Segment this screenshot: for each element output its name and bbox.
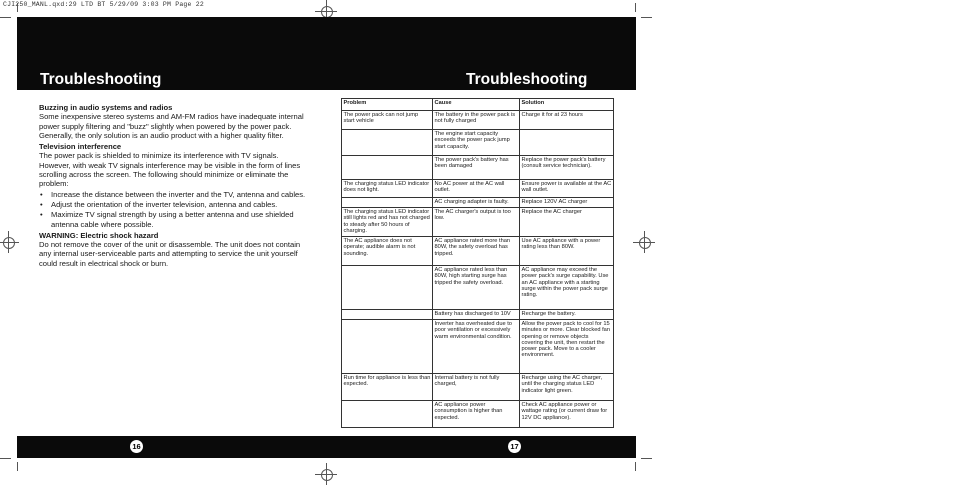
table-row <box>342 111 614 130</box>
problem-cell: The power pack can not jump start vehicle <box>342 111 433 130</box>
tv-interference-paragraph: The power pack is shielded to minimize its interference with TV signals. However, with weak TV signals interference may be visible in the form of lines scrolling across the screen. The following should minimize or eliminate the problem: <box>39 151 301 189</box>
page-title-left: Troubleshooting <box>40 71 162 88</box>
problem-cell <box>342 198 433 208</box>
table-row <box>342 374 614 401</box>
crop-mark <box>641 17 652 18</box>
cause-cell: No AC power at the AC wall outlet. <box>433 180 520 198</box>
solution-cell: Use AC appliance with a power rating less than 80W. <box>520 237 614 266</box>
header-solution: Solution <box>520 99 614 111</box>
solution-cell: Replace 120V AC charger <box>520 198 614 208</box>
solution-cell: Allow the power pack to cool for 15 minutes or more. Clear blocked fan opening or remove objects covering the unit, then restart the power pack. Move to a cooler environment. <box>520 320 614 374</box>
tv-interference-heading: Television interference <box>39 142 122 152</box>
table-row <box>342 237 614 266</box>
header-cause: Cause <box>433 99 520 111</box>
problem-cell: Run time for appliance is less than expected. <box>342 374 433 401</box>
solution-cell: Replace the power pack's battery (consult service technician). <box>520 156 614 180</box>
table-row <box>342 310 614 320</box>
table-row <box>342 401 614 428</box>
problem-cell <box>342 156 433 180</box>
cause-cell: Inverter has overheated due to poor ventilation or excessively warm environmental condition. <box>433 320 520 374</box>
footer-band <box>17 436 636 458</box>
troubleshooting-table <box>341 98 614 428</box>
cause-cell: AC appliance power consumption is higher than expected. <box>433 401 520 428</box>
table-header-row <box>342 99 614 111</box>
cause-cell: Internal battery is not fully charged, <box>433 374 520 401</box>
problem-cell <box>342 401 433 428</box>
cause-cell: AC appliance rated less than 80W, high starting surge has tripped the safety overload. <box>433 266 520 310</box>
table-row <box>342 130 614 156</box>
cause-cell: The AC charger's output is too low. <box>433 208 520 237</box>
table-row <box>342 156 614 180</box>
list-item: • Adjust the orientation of the inverter television, antenna and cables. <box>39 200 309 209</box>
problem-cell <box>342 320 433 374</box>
crop-mark <box>0 17 11 18</box>
crop-mark <box>635 462 636 471</box>
page-number-left: 16 <box>130 440 143 453</box>
problem-cell: The charging status LED indicator still lights red and has not charged to steady after 50 hours of charging. <box>342 208 433 237</box>
cause-cell: Battery has discharged to 10V <box>433 310 520 320</box>
cause-cell: The battery in the power pack is not fully charged <box>433 111 520 130</box>
left-page-body <box>39 101 309 269</box>
cause-cell: The power pack's battery has been damaged <box>433 156 520 180</box>
page-title-right: Troubleshooting <box>466 71 588 88</box>
table-row <box>342 266 614 310</box>
tv-tips-list <box>39 190 309 229</box>
crop-mark <box>641 458 652 459</box>
header-problem: Problem <box>342 99 433 111</box>
problem-cell <box>342 310 433 320</box>
page-number-right: 17 <box>508 440 521 453</box>
solution-cell: Replace the AC charger <box>520 208 614 237</box>
solution-cell: Charge it for at 23 hours <box>520 111 614 130</box>
crop-mark <box>635 3 636 12</box>
cause-cell: AC appliance rated more than 80W, the safety overload has tripped. <box>433 237 520 266</box>
solution-cell: Recharge using the AC charger, until the charging status LED indicator light green. <box>520 374 614 401</box>
buzzing-heading: Buzzing in audio systems and radios <box>39 103 173 112</box>
table-row <box>342 198 614 208</box>
solution-cell: AC appliance may exceed the power pack's surge capability. Use an AC appliance with a starting surge within the power pack surge rating. <box>520 266 614 310</box>
cause-cell: The engine start capacity exceeds the power pack jump start capacity. <box>433 130 520 156</box>
buzzing-paragraph: Some inexpensive stereo systems and AM-FM radios have inadequate internal power supply filtering and "buzz" slightly when powered by the power pack. Generally, the only solution is an audio product with a higher quality filter. <box>39 112 304 140</box>
table-row <box>342 180 614 198</box>
cause-cell: AC charging adapter is faulty. <box>433 198 520 208</box>
list-item: • Increase the distance between the inverter and the TV, antenna and cables. <box>39 190 309 199</box>
solution-cell: Recharge the battery. <box>520 310 614 320</box>
solution-cell <box>520 130 614 156</box>
problem-cell: The charging status LED indicator does not light. <box>342 180 433 198</box>
crop-mark <box>17 462 18 471</box>
problem-cell <box>342 130 433 156</box>
print-slug: CJI250_MANL.qxd:29 LTD BT 5/29/09 3:03 PM Page 22 <box>3 1 204 8</box>
problem-cell: The AC appliance does not operate; audible alarm is not sounding. <box>342 237 433 266</box>
warning-heading: WARNING: Electric shock hazard <box>39 230 159 240</box>
table-row <box>342 320 614 374</box>
table-row <box>342 208 614 237</box>
solution-cell: Check AC appliance power or wattage rating (or current draw for 12V DC appliance). <box>520 401 614 428</box>
problem-cell <box>342 266 433 310</box>
crop-mark <box>0 458 11 459</box>
solution-cell: Ensure power is available at the AC wall outlet. <box>520 180 614 198</box>
crop-mark <box>17 3 18 12</box>
list-item: • Maximize TV signal strength by using a better antenna and use shielded antenna cable where possible. <box>39 210 309 229</box>
warning-paragraph: Do not remove the cover of the unit or disassemble. The unit does not contain any internal user-serviceable parts and attempting to service the unit yourself could result in electrical shock or burn. <box>39 240 301 268</box>
